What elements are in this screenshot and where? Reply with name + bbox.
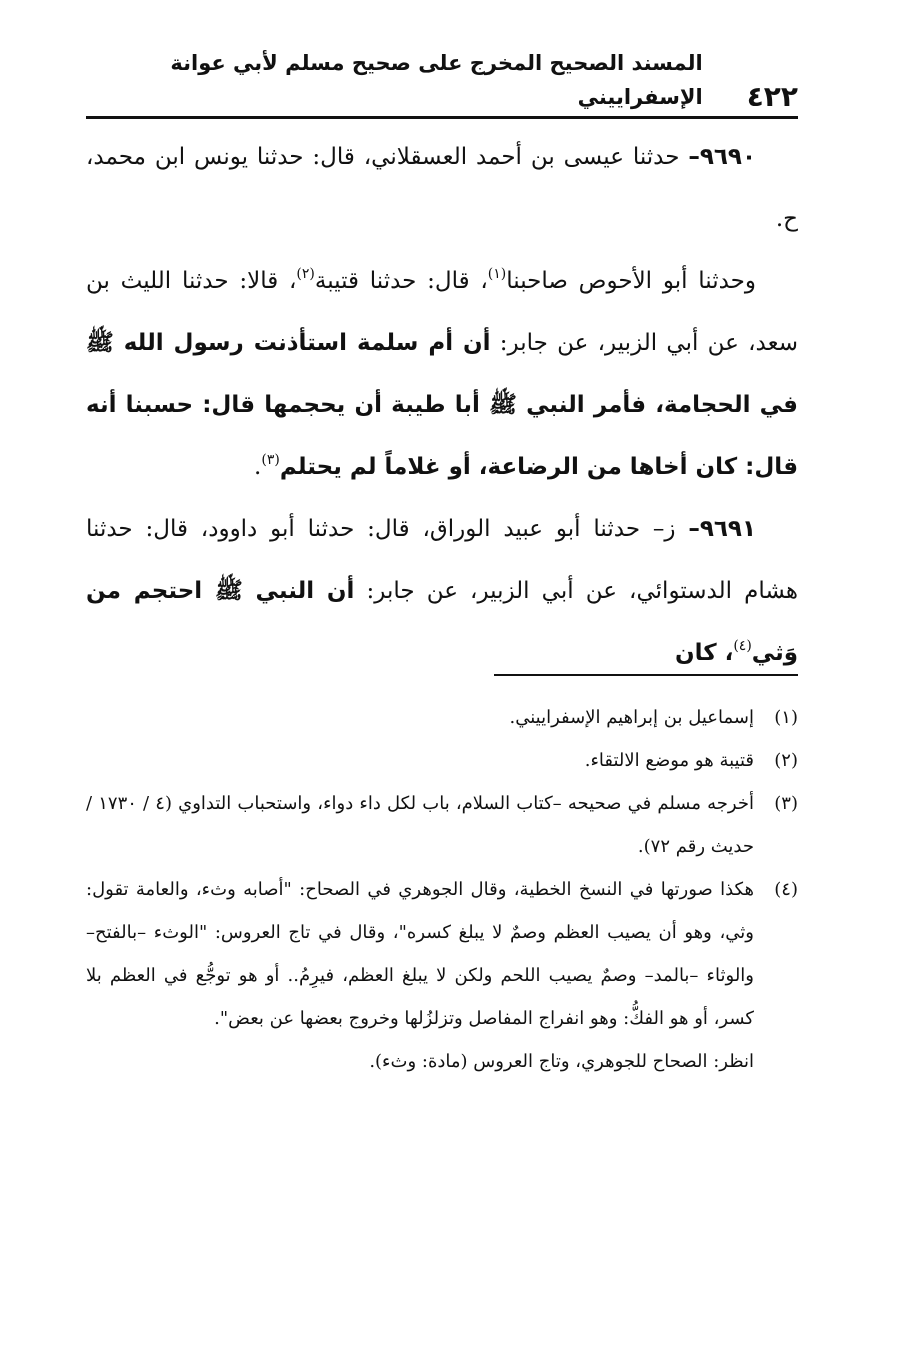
header-rule — [86, 116, 798, 119]
footnote-ref[interactable]: (٢) — [296, 266, 315, 282]
hadith-text: وحدثنا أبو الأحوص صاحبنا — [506, 268, 756, 294]
page-number: ٤٢٢ — [746, 80, 798, 113]
footnote-rule — [494, 674, 798, 676]
hadith-dash: – — [688, 516, 700, 542]
footnotes — [86, 696, 798, 1083]
footnote-number: (٢) — [774, 750, 798, 771]
hadith-text: . — [254, 454, 262, 480]
hadith-number: ٩٦٩١ — [699, 516, 756, 542]
hadith-dash: – — [688, 144, 700, 170]
footnote-item — [86, 868, 798, 1040]
hadith-9690-isnad — [86, 126, 798, 250]
footnote-ref[interactable]: (٣) — [261, 452, 280, 468]
hadith-matn: أن النبي ﷺ احتجم من وَثي — [86, 578, 798, 666]
footnote-item — [86, 739, 798, 782]
hadith-number: ٩٦٩٠ — [699, 144, 756, 170]
hadith-matn: ، كان — [674, 640, 734, 666]
footnote-text: هكذا صورتها في النسخ الخطية، وقال الجوهري في الصحاح: "أصابه وثء، والعامة تقول: وثي، وهو أن يصيب العظم وصمٌ لا يبلغ كسره"، وقال في تاج العروس: "الوثء –بالفتح– والوثاء –بالمد– وصمٌ يصيب اللحم ولكن لا يبلغ العظم، فيرِمُ.. أو هو توجُّع في العظم بلا كسر، أو هو الفكُّ: وهو انفراج المفاصل وتزلزُلها وخروج بعضها عن بعض". — [86, 879, 754, 1029]
footnote-number: (١) — [774, 707, 798, 728]
footnote-item — [86, 782, 798, 868]
running-header — [86, 51, 798, 114]
footnote-number: (٣) — [774, 793, 798, 814]
footnote-text: إسماعيل بن إبراهيم الإسفراييني. — [509, 707, 754, 728]
hadith-9690-body — [86, 250, 798, 498]
hadith-text: حدثنا عيسى بن أحمد العسقلاني، قال: حدثنا يونس ابن محمد، ح. — [86, 144, 798, 232]
footnote-number: (٤) — [774, 879, 798, 900]
main-text — [86, 126, 798, 684]
footnote-text: أخرجه مسلم في صحيحه –كتاب السلام، باب لكل داء دواء، واستحباب التداوي (٤ / ١٧٣٠ / حديث رقم ٧٢). — [86, 793, 754, 857]
hadith-text: ، قال: حدثنا قتيبة — [314, 268, 488, 294]
footnote-ref[interactable]: (٤) — [733, 638, 752, 654]
hadith-matn: أن أم سلمة استأذنت رسول الله ﷺ في الحجامة، فأمر النبي ﷺ أبا طيبة أن يحجمها قال: حسبنا أنه قال: كان أخاها من الرضاعة، أو غلاماً لم يحتلم — [86, 330, 798, 480]
hadith-text: ، قالا: حدثنا الليث بن سعد، عن أبي الزبير، عن جابر: — [86, 268, 798, 356]
footnote-item — [86, 696, 798, 739]
footnote-item — [86, 1040, 798, 1083]
footnote-text: قتيبة هو موضع الالتقاء. — [584, 750, 754, 771]
hadith-9691 — [86, 498, 798, 684]
footnote-ref[interactable]: (١) — [487, 266, 507, 282]
footnote-text: انظر: الصحاح للجوهري، وتاج العروس (مادة: وثء). — [369, 1051, 754, 1072]
hadith-text: ز– حدثنا أبو عبيد الوراق، قال: حدثنا أبو داوود، قال: حدثنا هشام الدستوائي، عن أبي الزبير، عن جابر: — [86, 516, 798, 604]
book-title: المسند الصحيح المخرج على صحيح مسلم لأبي عوانة الإسفراييني — [170, 51, 703, 109]
